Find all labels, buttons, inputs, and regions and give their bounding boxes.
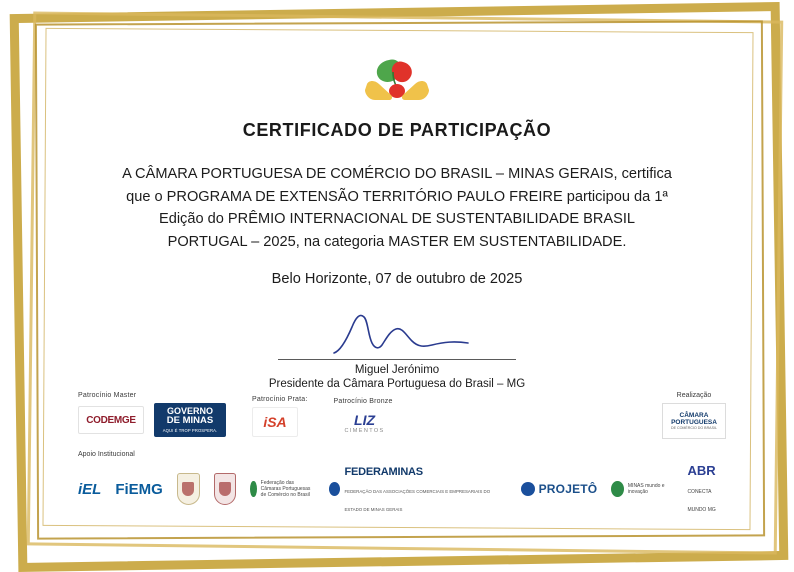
camara-line2: DE COMÉRCIO DO BRASIL <box>671 426 717 431</box>
signatory-role: Presidente da Câmara Portuguesa do Brasil – MG <box>268 378 526 391</box>
isa-logo-text: iSA <box>263 414 287 430</box>
abr-line2: CONECTA MUNDO MG <box>687 489 716 513</box>
minas-logo <box>611 481 673 497</box>
liz-line1: LIZ <box>354 411 376 428</box>
sponsors-section <box>66 392 730 516</box>
institutional-logos <box>78 462 730 516</box>
tier-master-logos <box>78 403 226 437</box>
place-and-date: Belo Horizonte, 07 de outubro de 2025 <box>271 271 523 288</box>
minas-emblem-icon <box>611 481 624 497</box>
abr-mg-logo <box>687 462 730 516</box>
logo-container <box>60 54 734 110</box>
gov-minas-tagline: AQUI É TROP PROSPERA. <box>162 427 218 433</box>
body-line-2: que o PROGRAMA DE EXTENSÃO TERRITÓRIO PAULO FREIRE participou da 1ª <box>126 188 668 205</box>
realization-block <box>662 392 726 439</box>
isa-logo <box>252 407 298 437</box>
liz-line2: CIMENTOS <box>344 427 385 434</box>
brasao-vermelho-logo <box>214 473 237 505</box>
signature-block <box>60 303 734 390</box>
certificate-content <box>60 40 734 520</box>
sponsor-tier-master <box>78 392 226 437</box>
tier-label-bronze: Patrocínio Bronze <box>333 398 393 405</box>
realization-label: Realização <box>676 392 712 399</box>
gov-minas-line2: DE MINAS <box>166 415 214 427</box>
federaminas-emblem-icon <box>329 482 340 496</box>
gov-minas-line1: GOVERNO <box>166 406 213 417</box>
federaminas-logo <box>329 462 506 516</box>
page-title: CERTIFICADO DE PARTICIPAÇÃO <box>242 120 552 140</box>
codemge-logo <box>78 406 144 434</box>
iel-logo: iEL <box>78 480 102 498</box>
hands-leaf-icon <box>359 54 435 108</box>
tier-label-prata: Patrocínio Prata: <box>252 396 308 403</box>
liz-cimentos-logo <box>334 409 396 437</box>
federaminas-line1: FEDERAMINAS <box>344 466 423 478</box>
signatory-name: Miguel Jerónimo <box>354 364 440 377</box>
body-line-4: PORTUGAL – 2025, na categoria MASTER EM SUSTENTABILIDADE. <box>167 233 627 250</box>
federaminas-line2: FEDERAÇÃO DAS ASSOCIAÇÕES COMERCIAIS E EMPRESARIAIS DO ESTADO DE MINAS GERAIS <box>344 489 491 512</box>
governo-de-minas-logo <box>154 403 226 437</box>
federacao-logo-text: Federação das Câmaras Portuguesas de Comércio no Brasil <box>260 479 311 499</box>
minas-logo-text: MINAS mundo e inovação <box>627 482 665 495</box>
camara-portuguesa-logo <box>662 403 726 439</box>
sponsor-tier-bronze <box>334 398 396 437</box>
sponsor-tier-row <box>66 392 730 437</box>
projeto-emblem-icon <box>521 482 535 496</box>
abr-line1: ABR <box>687 463 716 478</box>
body-line-1: A CÂMARA PORTUGUESA DE COMÉRCIO DO BRASIL – MINAS GERAIS, certifica <box>122 166 672 182</box>
body-line-3: Edição do PRÊMIO INTERNACIONAL DE SUSTENTABILIDADE BRASIL <box>158 211 636 228</box>
signature-line <box>278 359 516 360</box>
federacao-emblem-icon <box>250 481 256 497</box>
sponsor-tier-prata <box>252 396 308 437</box>
projeto-logo-text: PROJETÔ <box>538 482 598 496</box>
certificate-body <box>96 163 698 253</box>
institutional-label: Apoio Institucional <box>78 451 135 458</box>
tier-label-master: Patrocínio Master <box>78 392 137 399</box>
tier-bronze-logos <box>334 409 396 437</box>
tier-prata-logos <box>252 407 308 437</box>
projeto-logo <box>521 482 598 496</box>
institutional-tier <box>78 451 730 516</box>
brasao-verde-logo <box>177 473 200 505</box>
codemge-logo-text: CODEMGE <box>86 414 136 426</box>
signature-scribble-icon <box>60 303 734 355</box>
fiemg-logo: FiEMG <box>115 480 163 498</box>
federacao-camaras-portuguesas-logo <box>250 480 315 499</box>
camara-line1: CÂMARA PORTUGUESA <box>671 411 717 426</box>
